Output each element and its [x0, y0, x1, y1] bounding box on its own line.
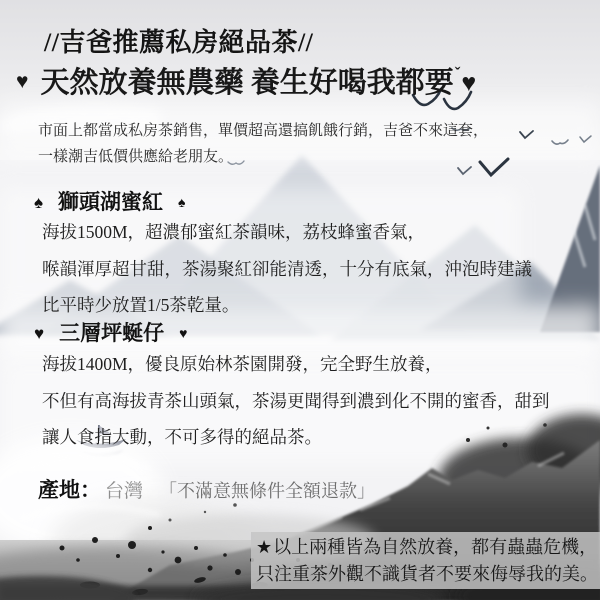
- section-line: 讓人食指大動，不可多得的絕品茶。: [42, 427, 322, 447]
- subtitle: [16, 60, 476, 101]
- heart-icon: ♥: [16, 69, 29, 93]
- refund-guarantee: 「不滿意無條件全額退款」: [159, 481, 376, 501]
- origin-value: 台灣: [105, 481, 144, 502]
- heart-icon: ♥: [179, 327, 188, 342]
- section-line: 比平時少放置1/5茶乾量。: [42, 295, 240, 315]
- subtitle-text: 天然放養無農藥 養生好喝我都要: [40, 67, 454, 99]
- footnote-line: 只注重茶外觀不識貨者不要來侮辱我的美。: [256, 563, 598, 584]
- section-name: 獅頭湖蜜紅: [58, 190, 164, 214]
- section-line: 不但有高海拔青茶山頭氣，茶湯更聞得到濃到化不開的蜜香，甜到: [42, 390, 550, 411]
- footnote-line: [256, 534, 600, 561]
- origin-label: 產地：: [38, 478, 101, 502]
- heart-icon: ♥: [34, 324, 45, 343]
- footnote-text: 以上兩種皆為自然放養，都有蟲蟲危機，: [273, 537, 598, 557]
- section-heading-sancengping: [34, 317, 187, 347]
- section-heading-shitou-lake-honey-red: [34, 186, 185, 216]
- spade-icon: ♠: [34, 193, 44, 212]
- section-body: [42, 214, 532, 324]
- intro-paragraph: [38, 118, 488, 170]
- footnote-band: [251, 532, 600, 589]
- spade-icon: ♠: [178, 196, 186, 211]
- heart-icon: ♥: [461, 70, 477, 97]
- section-line: 海拔1400M，優良原始林茶園開發，完全野生放養，: [42, 354, 443, 374]
- section-body: [42, 346, 550, 456]
- intro-line: 市面上都當成私房茶銷售，單價超高還搞飢餓行銷，吉爸不來這套，: [38, 123, 489, 139]
- caron-mark: ˇ: [454, 64, 461, 83]
- section-line: 喉韻渾厚超甘甜，茶湯聚紅卻能清透，十分有底氣，沖泡時建議: [42, 258, 532, 279]
- intro-line: 一樣潮吉低價供應給老朋友。: [38, 149, 234, 165]
- section-line: 海拔1500M，超濃郁蜜紅茶韻味，荔枝蜂蜜香氣，: [42, 222, 426, 242]
- section-name: 三層坪蜒仔: [59, 321, 165, 345]
- page-title: //吉爸推薦私房絕品茶//: [44, 28, 314, 57]
- star-icon: ★: [256, 537, 273, 557]
- origin-row: [38, 474, 375, 504]
